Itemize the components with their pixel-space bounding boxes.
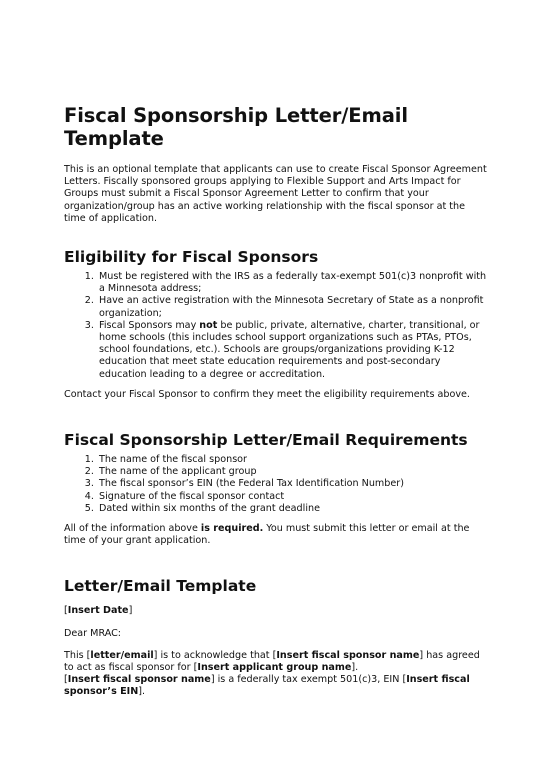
list-item: 2. The name of the applicant group xyxy=(97,466,488,478)
body-text: ]. xyxy=(138,686,146,698)
page-title: Fiscal Sponsorship Letter/Email Template xyxy=(64,104,408,150)
eligibility-section xyxy=(64,248,488,401)
list-item: 4. Signature of the fiscal sponsor contact xyxy=(97,491,488,503)
template-section xyxy=(64,577,488,698)
note-text: All of the information above xyxy=(64,523,201,535)
placeholder-group-name: Insert applicant group name xyxy=(197,662,352,674)
template-body-paragraph xyxy=(64,650,488,699)
placeholder-letter-email: letter/email xyxy=(90,649,154,661)
list-item: 5. Dated within six months of the grant deadline xyxy=(97,503,488,515)
requirements-note xyxy=(64,523,488,547)
placeholder-sponsor-ein: Insert fiscal sponsor’s EIN xyxy=(64,674,470,698)
list-item xyxy=(97,320,488,381)
note-emphasis: is required. xyxy=(200,523,264,535)
body-text: ]. xyxy=(351,662,359,674)
list-item: 1. Must be registered with the IRS as a federally tax-exempt 501(c)3 nonprofit with a Minnesota address; xyxy=(97,271,488,295)
item-text: Fiscal Sponsors may xyxy=(99,319,200,331)
item-text: be public, private, alternative, charter, transitional, or home schools (this includes school support organizations such as PTAs, PTOs, school foundations, etc.). Schools are groups/organizations providing K-12 education that meet state education requirements and post-secondary education leading to a degree or accreditation. xyxy=(99,319,480,380)
list-item: 3. The fiscal sponsor’s EIN (the Federal Tax Identification Number) xyxy=(97,478,488,490)
template-date-line xyxy=(64,605,488,617)
eligibility-list xyxy=(64,271,488,381)
body-text: [ xyxy=(64,674,68,686)
list-item: 1. The name of the fiscal sponsor xyxy=(97,454,488,466)
placeholder-sponsor-name: Insert fiscal sponsor name xyxy=(67,674,211,686)
requirements-section xyxy=(64,431,488,547)
requirements-list xyxy=(64,454,488,515)
bracket: [ xyxy=(64,605,68,617)
template-greeting: Dear MRAC: xyxy=(64,627,122,639)
note-text: You must submit this letter or email at the time of your grant application. xyxy=(64,523,470,547)
bracket: ] xyxy=(128,605,133,617)
body-text: ] has agreed to act as fiscal sponsor for [ xyxy=(64,649,480,674)
intro-paragraph: This is an optional template that applicants can use to create Fiscal Sponsor Agreement Letters. Fiscally sponsored groups applying to Flexible Support and Arts Impact for Groups must submit a Fiscal Sponsor Agreement Letter to confirm that your organization/group has an active working relationship with the fiscal sponsor at the time of application. xyxy=(64,164,487,224)
list-item: 2. Have an active registration with the Minnesota Secretary of State as a nonprofit organization; xyxy=(97,295,488,319)
eligibility-contact-note: Contact your Fiscal Sponsor to confirm they meet the eligibility requirements above. xyxy=(64,388,470,400)
item-emphasis: not xyxy=(199,319,218,331)
template-heading: Letter/Email Template xyxy=(64,577,257,596)
requirements-heading: Fiscal Sponsorship Letter/Email Requirements xyxy=(64,431,468,450)
eligibility-heading: Eligibility for Fiscal Sponsors xyxy=(64,248,319,267)
body-text: ] is to acknowledge that [ xyxy=(153,649,277,661)
body-text: ] is a federally tax exempt 501(c)3, EIN [ xyxy=(210,674,407,686)
body-text: This [ xyxy=(64,649,91,661)
placeholder-sponsor-name: Insert fiscal sponsor name xyxy=(276,649,420,661)
date-placeholder: Insert Date xyxy=(67,605,129,617)
